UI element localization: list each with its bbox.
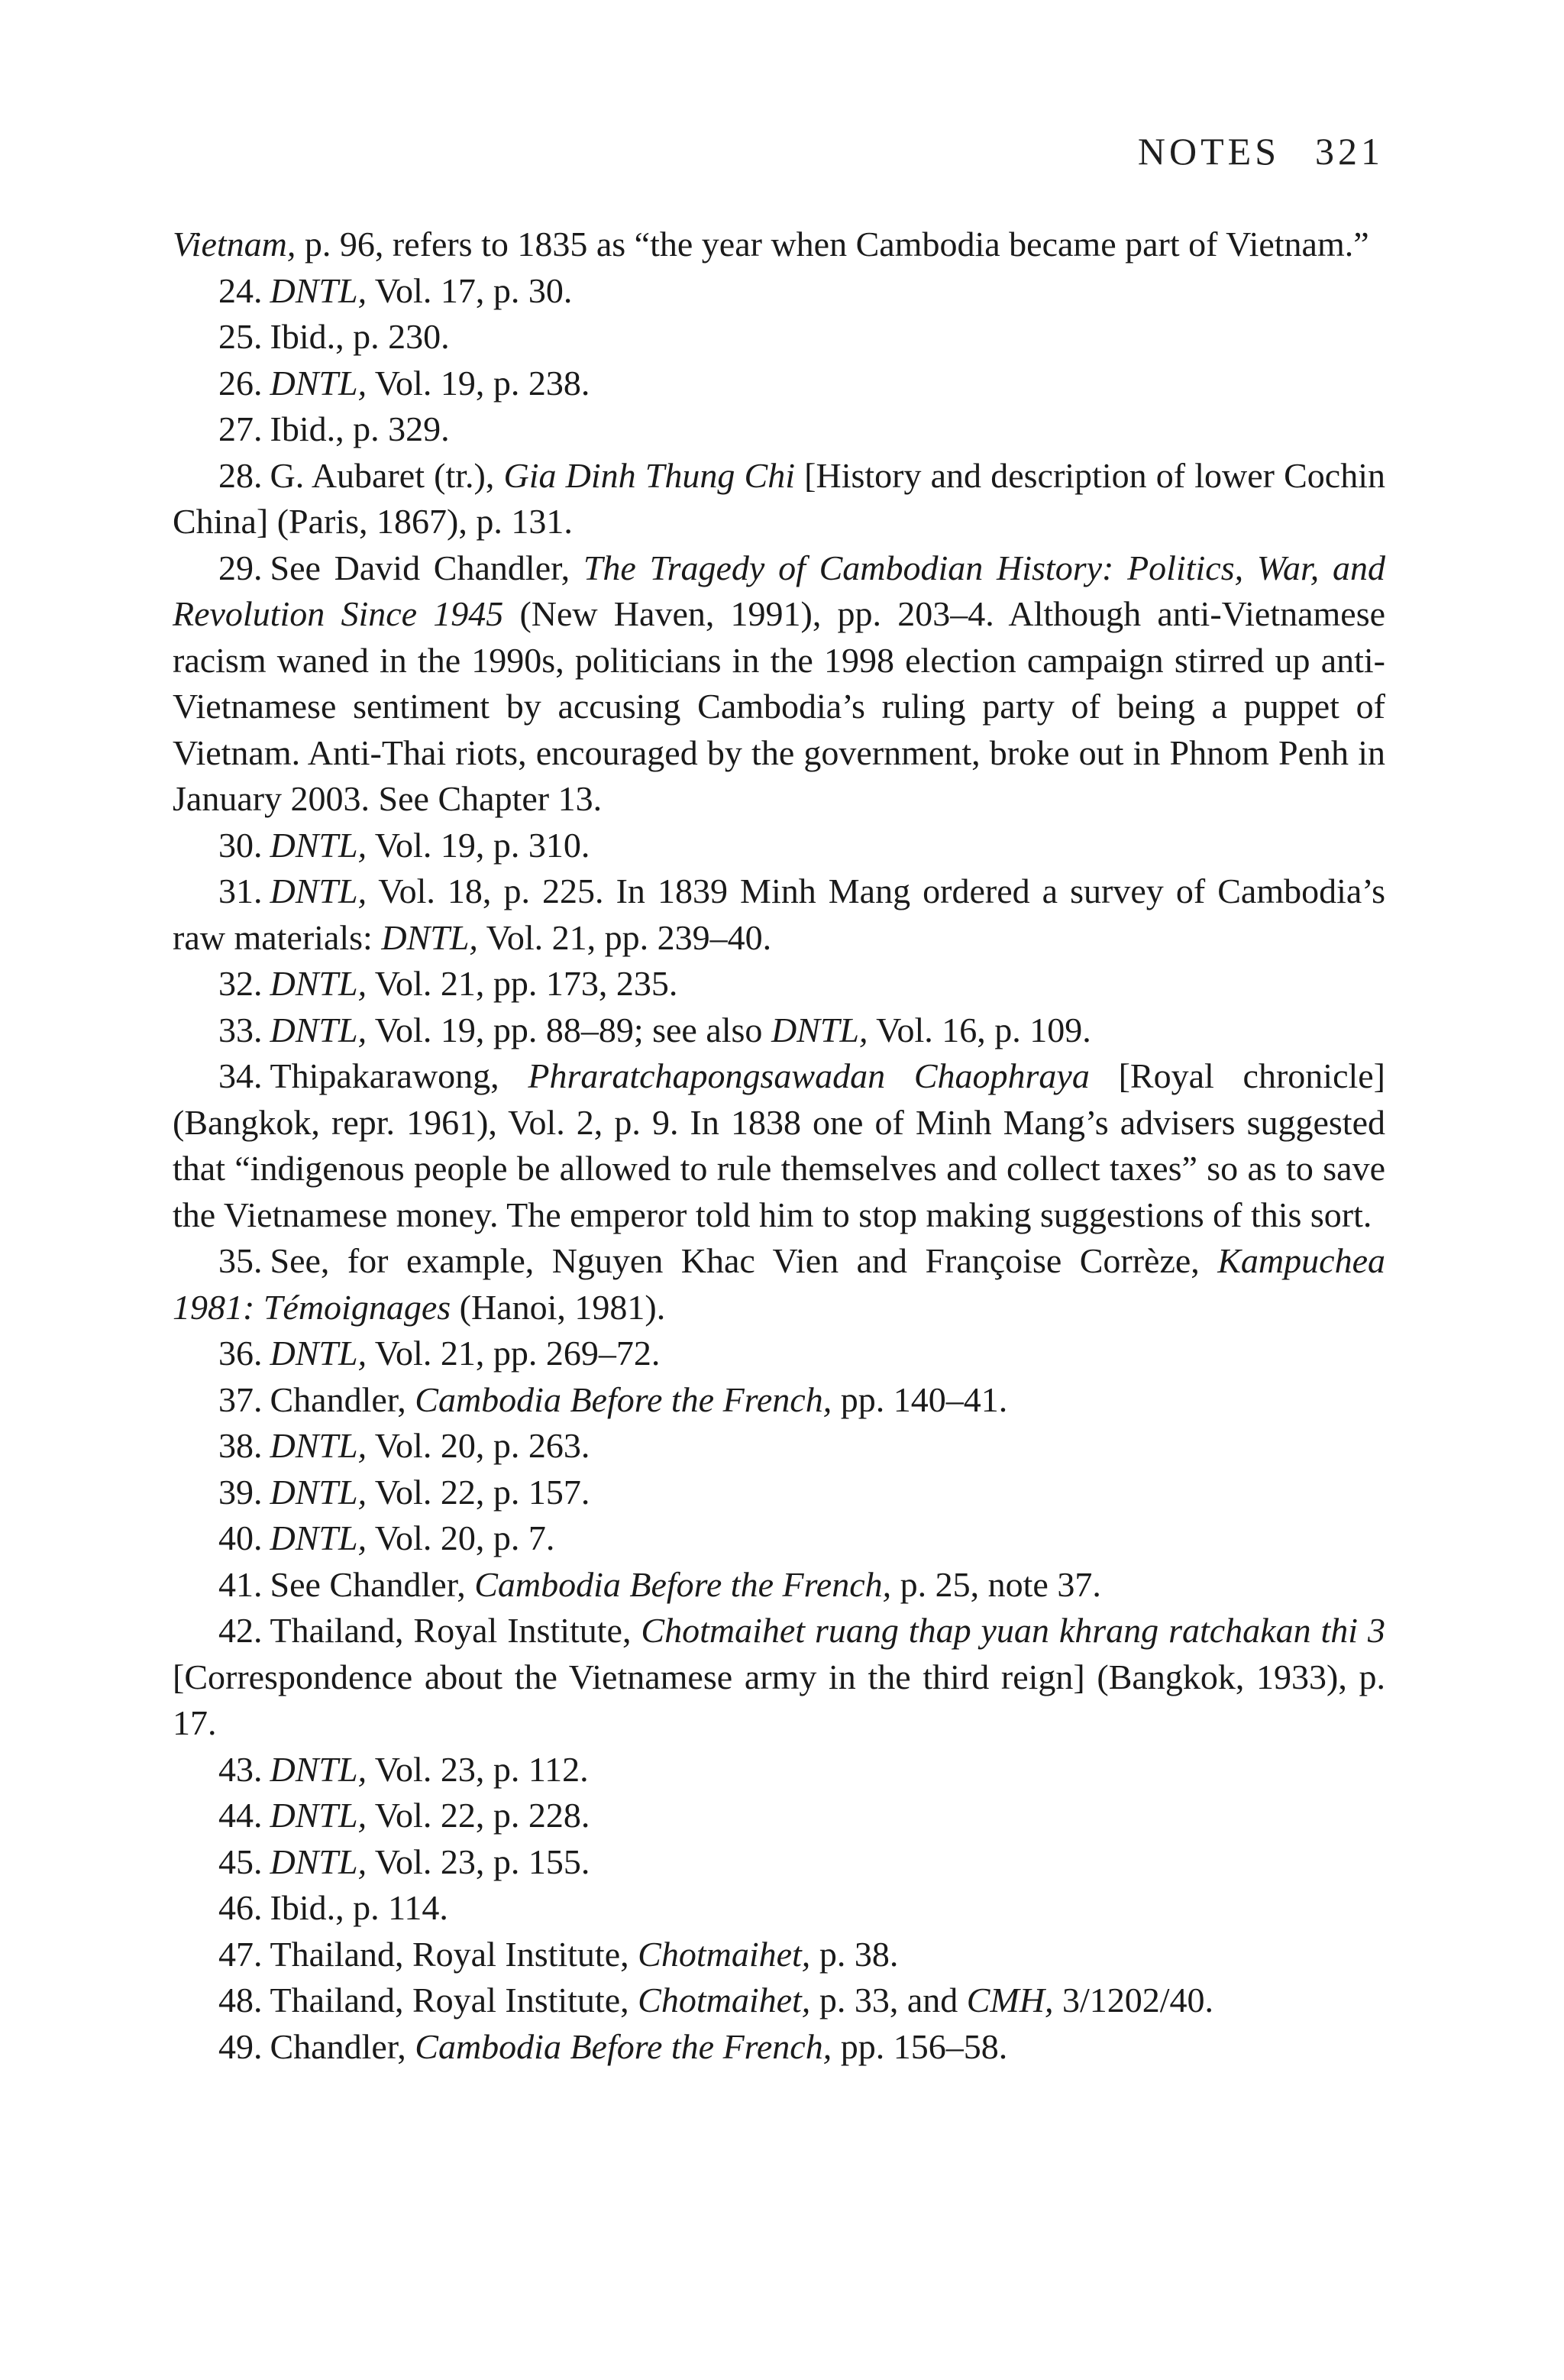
endnote-italic-text: DNTL, <box>270 1334 367 1373</box>
endnote-text: Ibid., p. 329. <box>270 409 450 448</box>
endnote-text: p. 33, and <box>810 1981 967 2019</box>
endnote <box>173 823 1385 869</box>
endnote <box>173 1885 1385 1932</box>
endnote-text: [Royal chronicle] (Bangkok, repr. 1961), Vol. 2, p. 9. In 1838 one of Minh Mang’s advisers suggested that “indigenous people be allowed to rule themselves and collect taxes” so as to save the Vietnamese money. The emperor told him to stop making suggestions of this sort. <box>173 1056 1385 1234</box>
endnote-text: pp. 140–41. <box>832 1379 1008 1419</box>
endnote-continued <box>173 222 1385 268</box>
endnote <box>173 1747 1385 1793</box>
endnote-text: 3/1202/40. <box>1053 1981 1214 2019</box>
endnote-number: 31. <box>218 871 263 910</box>
endnote-italic-text: The Tragedy of Cambodian History: Politics, War, and Revolution Since 1945 <box>173 548 1385 633</box>
endnote <box>173 1007 1385 1054</box>
endnote-text: Vol. 23, p. 155. <box>367 1842 590 1881</box>
endnote-italic-text: DNTL, <box>270 964 367 1003</box>
endnote-text: p. 38. <box>810 1934 899 1974</box>
endnote <box>173 1608 1385 1747</box>
endnote <box>173 868 1385 961</box>
endnote <box>173 1423 1385 1470</box>
endnote <box>173 268 1385 315</box>
endnotes-list <box>173 222 1385 2070</box>
endnote-italic-text: DNTL, <box>270 825 367 865</box>
endnote-number: 34. <box>218 1056 263 1095</box>
endnote-text: Thailand, Royal Institute, <box>270 1934 638 1974</box>
endnote-text: Vol. 19, p. 238. <box>367 363 590 403</box>
endnote-text: (Hanoi, 1981). <box>451 1287 666 1327</box>
endnote <box>173 1331 1385 1377</box>
endnote-italic-text: Cambodia Before the French, <box>415 2026 832 2066</box>
endnote-number: 44. <box>218 1796 263 1835</box>
endnote-italic-text: DNTL, <box>270 1796 367 1835</box>
endnote-number: 49. <box>218 2026 263 2066</box>
endnote-text: [History and description of lower Cochin China] (Paris, 1867), p. 131. <box>173 455 1386 541</box>
endnote-italic-text: DNTL, <box>270 1426 367 1465</box>
endnote-italic-text: DNTL, <box>270 1472 367 1512</box>
endnote-text: Vol. 22, p. 157. <box>367 1472 590 1512</box>
endnote-number: 36. <box>218 1334 263 1373</box>
endnote-number: 41. <box>218 1564 263 1604</box>
endnote-italic-text: Chotmaihet, <box>638 1981 811 2019</box>
endnote-number: 30. <box>218 825 263 865</box>
endnote <box>173 1562 1385 1609</box>
endnote-text: Vol. 19, pp. 88–89; see also <box>367 1010 771 1049</box>
endnote-number: 26. <box>218 363 263 403</box>
endnote-text: Ibid., p. 114. <box>270 1888 448 1927</box>
endnote <box>173 1839 1385 1886</box>
endnote-text: Thailand, Royal Institute, <box>270 1611 641 1650</box>
endnote-italic-text: Phraratchapongsawadan Chaophraya <box>528 1056 1090 1095</box>
endnote-text: G. Aubaret (tr.), <box>270 455 504 495</box>
endnote-text: Ibid., p. 230. <box>270 317 450 356</box>
endnote-italic-text: Chotmaihet, <box>638 1934 811 1974</box>
endnote <box>173 453 1385 545</box>
endnote-italic-text: DNTL, <box>381 917 478 957</box>
endnote-italic-text: CMH, <box>966 1981 1054 2019</box>
endnote-text: Vol. 20, p. 263. <box>367 1426 590 1465</box>
endnote-italic-text: DNTL, <box>270 270 367 310</box>
endnote-italic-text: DNTL, <box>270 1518 367 1557</box>
endnote-number: 25. <box>218 317 263 356</box>
endnote-number: 40. <box>218 1518 263 1557</box>
running-head-section: NOTES <box>1137 130 1280 173</box>
endnote-number: 27. <box>218 409 263 448</box>
endnote-text: pp. 156–58. <box>832 2026 1008 2066</box>
endnote-text: Vol. 17, p. 30. <box>367 270 573 310</box>
endnote <box>173 406 1385 453</box>
endnote-italic-text: Cambodia Before the French, <box>474 1564 892 1604</box>
endnote-italic-text: DNTL, <box>270 1749 367 1789</box>
endnote-text: Vol. 21, pp. 269–72. <box>367 1334 661 1373</box>
endnote-italic-text: DNTL, <box>270 871 367 910</box>
endnote-text: See David Chandler, <box>270 548 583 587</box>
endnote <box>173 1515 1385 1562</box>
endnote-text: Chandler, <box>270 1379 415 1419</box>
endnote-text: Vol. 20, p. 7. <box>367 1518 555 1557</box>
endnote <box>173 1238 1385 1331</box>
endnote <box>173 961 1385 1007</box>
endnote-number: 33. <box>218 1010 263 1049</box>
endnote-text: [Correspondence about the Vietnamese army in the third reign] (Bangkok, 1933), p. 17. <box>173 1657 1385 1742</box>
endnote-text: p. 25, note 37. <box>891 1564 1101 1604</box>
endnote-italic-text: Kampuchea 1981: Témoignages <box>173 1241 1385 1327</box>
endnote <box>173 314 1385 361</box>
endnote-number: 39. <box>218 1472 263 1512</box>
page-number: 321 <box>1315 130 1384 173</box>
endnote-number: 45. <box>218 1842 263 1881</box>
endnote-text: Thipakarawong, <box>270 1056 528 1095</box>
endnote-text: Vol. 23, p. 112. <box>367 1749 589 1789</box>
endnote-italic-text: DNTL, <box>270 1010 367 1049</box>
endnote-italic-text: Gia Dinh Thung Chi <box>503 455 796 495</box>
endnote-text: (New Haven, 1991), pp. 203–4. Although anti-Vietnamese racism waned in the 1990s, politicians in the 1998 election campaign stirred up anti-Vietnamese sentiment by accusing Cambodia’s ruling party of being a puppet of Vietnam. Anti-Thai riots, encouraged by the government, broke out in Phnom Penh in January 2003. See Chapter 13. <box>173 594 1386 818</box>
endnote <box>173 1053 1385 1238</box>
endnote-number: 24. <box>218 270 263 310</box>
endnote-text: p. 96, refers to 1835 as “the year when Cambodia became part of Vietnam.” <box>296 225 1369 264</box>
endnote-number: 48. <box>218 1981 263 2019</box>
endnote-text: Vol. 19, p. 310. <box>367 825 590 865</box>
endnote <box>173 1977 1385 2024</box>
endnote-text: Vol. 18, p. 225. In 1839 Minh Mang ordered a survey of Cambodia’s raw materials: <box>173 871 1385 957</box>
endnote-italic-text: Cambodia Before the French, <box>415 1379 832 1419</box>
endnote-italic-text: DNTL, <box>270 363 367 403</box>
endnote-text: Vol. 22, p. 228. <box>367 1796 590 1835</box>
endnote-text: See, for example, Nguyen Khac Vien and Françoise Corrèze, <box>270 1241 1218 1280</box>
endnote-number: 37. <box>218 1379 263 1419</box>
endnote-number: 28. <box>218 455 263 495</box>
endnote-text: Vol. 21, pp. 173, 235. <box>367 964 678 1003</box>
endnote-text: Vol. 21, pp. 239–40. <box>477 917 772 957</box>
endnote-text: Chandler, <box>270 2026 415 2066</box>
endnote-number: 42. <box>218 1611 263 1650</box>
endnote <box>173 1470 1385 1516</box>
endnote-number: 38. <box>218 1426 263 1465</box>
endnote-number: 29. <box>218 548 263 587</box>
endnote-italic-text: Vietnam, <box>173 225 296 264</box>
endnote <box>173 1377 1385 1424</box>
endnote-text: See Chandler, <box>270 1564 475 1604</box>
endnote-number: 47. <box>218 1934 263 1974</box>
endnote <box>173 1793 1385 1839</box>
endnote-number: 35. <box>218 1241 263 1280</box>
endnote-italic-text: DNTL, <box>270 1842 367 1881</box>
endnote-number: 46. <box>218 1888 263 1927</box>
endnote-number: 32. <box>218 964 263 1003</box>
endnote-text: Vol. 16, p. 109. <box>868 1010 1091 1049</box>
endnote-text: Thailand, Royal Institute, <box>270 1981 638 2019</box>
running-head <box>1138 128 1384 174</box>
endnote-italic-text: Chotmaihet ruang thap yuan khrang ratchakan thi 3 <box>641 1611 1386 1650</box>
endnote <box>173 2024 1385 2071</box>
endnote <box>173 1932 1385 1978</box>
endnote <box>173 361 1385 407</box>
endnote <box>173 545 1385 823</box>
endnote-number: 43. <box>218 1749 263 1789</box>
endnote-italic-text: DNTL, <box>771 1010 868 1049</box>
